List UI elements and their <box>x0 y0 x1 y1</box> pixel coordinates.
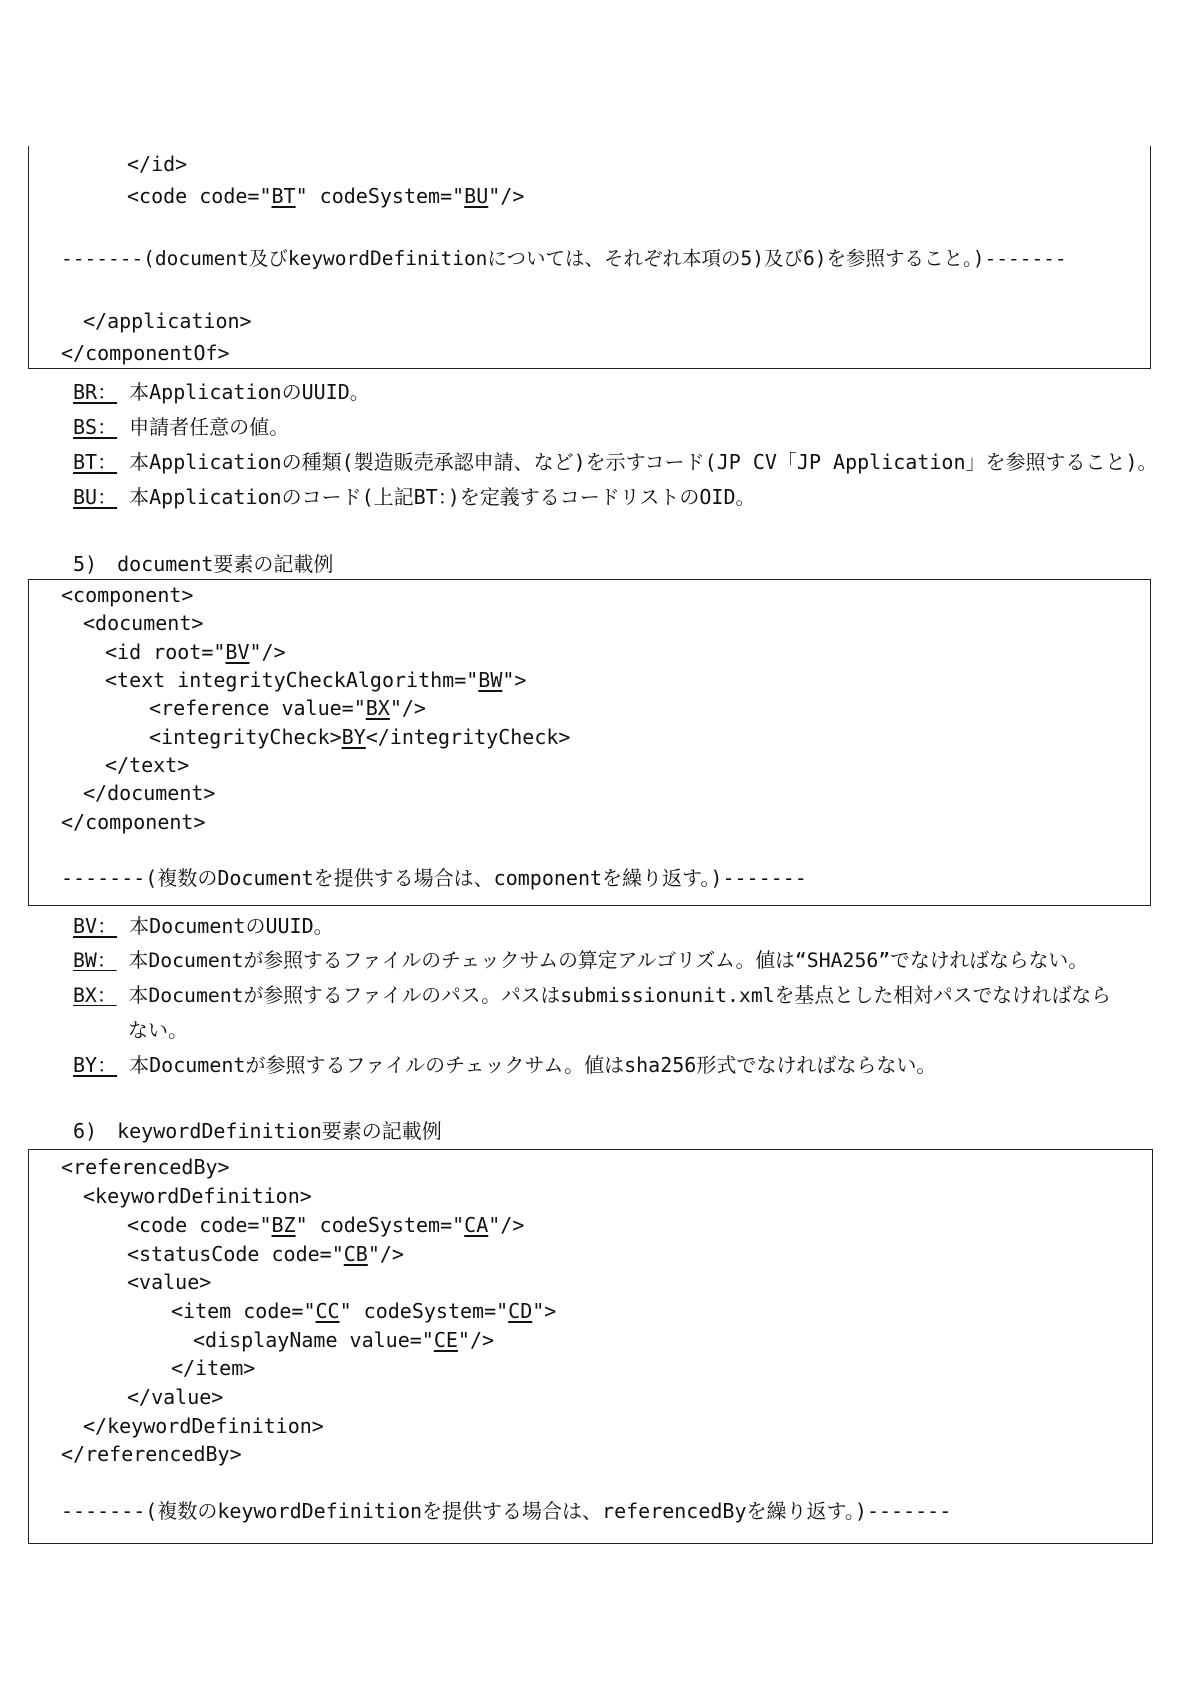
placeholder-code: BU <box>464 184 489 208</box>
definition-item: BY： 本Documentが参照するファイルのチェックサム。値はsha256形式でなければならない。 <box>73 1053 937 1077</box>
definition-code: BW： <box>73 949 117 972</box>
definition-item: BT： 本Applicationの種類(製造販売承認申請、など)を示すコード(JP CV「JP Application」を参照すること)。 <box>73 450 1158 474</box>
definition-code: BX： <box>73 984 117 1007</box>
definition-item: BX： 本Documentが参照するファイルのパス。パスはsubmissionunit.xmlを基点とした相対パスでなければなら <box>73 984 1111 1007</box>
code-line: <keywordDefinition> <box>83 1184 312 1208</box>
placeholder-code: CA <box>464 1213 489 1237</box>
definition-code: BR： <box>73 380 118 404</box>
placeholder-code: BZ <box>271 1213 296 1237</box>
definition-item: BW： 本Documentが参照するファイルのチェックサムの算定アルゴリズム。値は“SHA256”でなければならない。 <box>73 949 1088 972</box>
code-line: </application> <box>83 309 252 333</box>
code-comment: -------(複数のDocumentを提供する場合は、componentを繰り返す。)------- <box>61 866 807 890</box>
code-line: <code code="BZ" codeSystem="CA"/> <box>127 1213 525 1237</box>
code-line: </item> <box>171 1356 256 1380</box>
code-line: </value> <box>127 1385 224 1409</box>
definition-code: BV： <box>73 914 118 938</box>
placeholder-code: BW <box>478 668 503 692</box>
placeholder-code: CC <box>315 1299 340 1323</box>
definition-item: BV： 本DocumentのUUID。 <box>73 914 334 938</box>
definition-item: BS： 申請者任意の値。 <box>73 415 290 439</box>
code-comment: -------(複数のkeywordDefinitionを提供する場合は、referencedByを繰り返す。)------- <box>61 1499 952 1523</box>
code-line: </id> <box>127 152 188 176</box>
code-line: <id root="BV"/> <box>105 640 286 664</box>
code-line: <value> <box>127 1270 212 1294</box>
code-line: </document> <box>83 781 216 805</box>
code-line: </component> <box>61 810 206 834</box>
definition-item: BU： 本Applicationのコード(上記BT：)を定義するコードリストのOID。 <box>73 485 756 509</box>
code-line: </referencedBy> <box>61 1442 242 1466</box>
code-line: <text integrityCheckAlgorithm="BW"> <box>105 668 527 692</box>
placeholder-code: BT <box>271 184 296 208</box>
placeholder-code: BY <box>341 725 366 749</box>
placeholder-code: CD <box>508 1299 533 1323</box>
code-line: <integrityCheck>BY</integrityCheck> <box>149 725 571 749</box>
code-line: <displayName value="CE"/> <box>193 1328 495 1352</box>
code-line: <component> <box>61 583 194 607</box>
code-line: <item code="CC" codeSystem="CD"> <box>171 1299 557 1323</box>
placeholder-code: CE <box>433 1328 458 1352</box>
definition-code: BY： <box>73 1053 118 1077</box>
definition-item: BR： 本ApplicationのUUID。 <box>73 380 370 404</box>
placeholder-code: BX <box>365 696 390 720</box>
code-line: </componentOf> <box>61 341 230 365</box>
code-line: <document> <box>83 611 204 635</box>
code-line: </text> <box>105 753 190 777</box>
code-line: </keywordDefinition> <box>83 1414 324 1438</box>
definition-code: BU： <box>73 485 118 509</box>
code-line: <referencedBy> <box>61 1155 230 1179</box>
code-line: <reference value="BX"/> <box>149 696 426 720</box>
placeholder-code: BV <box>225 640 250 664</box>
code-comment: -------(document及びkeywordDefinitionについては、それぞれ本項の5)及び6)を参照すること。)------- <box>61 247 1067 270</box>
placeholder-code: CB <box>343 1242 368 1266</box>
definition-continuation: ない。 <box>128 1018 188 1042</box>
code-line: <statusCode code="CB"/> <box>127 1242 404 1266</box>
section-heading: 6) keywordDefinition要素の記載例 <box>73 1119 442 1143</box>
definition-code: BT： <box>73 450 118 474</box>
code-line: <code code="BT" codeSystem="BU"/> <box>127 184 525 208</box>
definition-code: BS： <box>73 415 118 439</box>
section-heading: 5) document要素の記載例 <box>73 552 334 576</box>
